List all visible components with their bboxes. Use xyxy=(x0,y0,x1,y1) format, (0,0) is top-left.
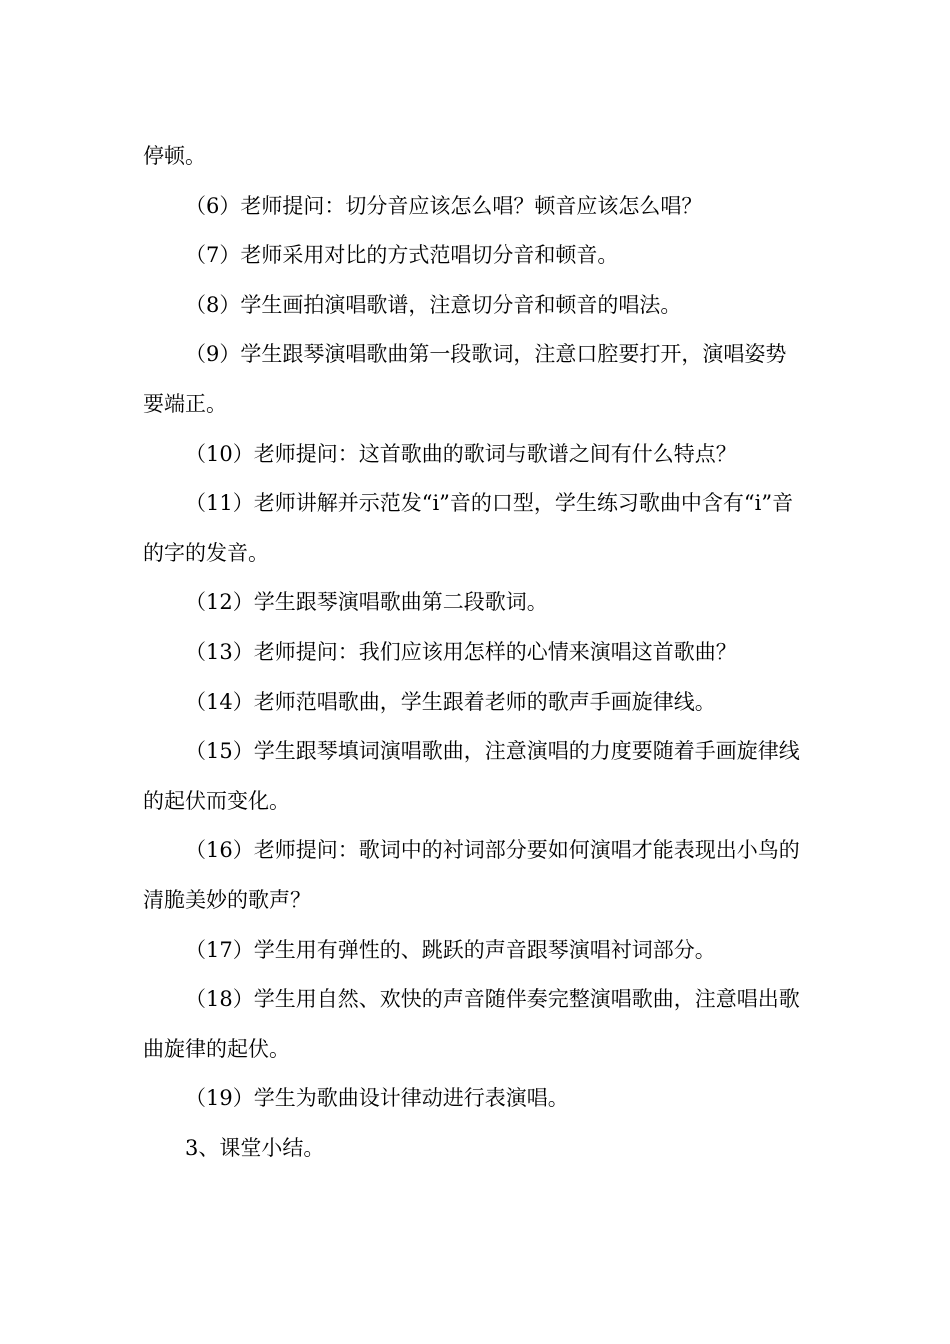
paragraph-section-3: 3、课堂小结。 xyxy=(185,1135,325,1160)
paragraph-step-6: （6）老师提问：切分音应该怎么唱？顿音应该怎么唱？ xyxy=(185,193,703,218)
paragraph-step-11: （11）老师讲解并示范发“i”音的口型，学生练习歌曲中含有“i”音的字的发音。 xyxy=(143,491,794,565)
paragraph-step-17: （17）学生用有弹性的、跳跃的声音跟琴演唱衬词部分。 xyxy=(185,937,716,962)
paragraph-step-19: （19）学生为歌曲设计律动进行表演唱。 xyxy=(185,1086,569,1111)
paragraph-step-15: （15）学生跟琴填词演唱歌曲，注意演唱的力度要随着手画旋律线的起伏而变化。 xyxy=(143,739,800,813)
paragraph-step-13: （13）老师提问：我们应该用怎样的心情来演唱这首歌曲？ xyxy=(185,639,737,664)
paragraph-step-10: （10）老师提问：这首歌曲的歌词与歌谱之间有什么特点？ xyxy=(185,441,737,466)
paragraph-step-12: （12）学生跟琴演唱歌曲第二段歌词。 xyxy=(185,590,548,615)
paragraph-step-7: （7）老师采用对比的方式范唱切分音和顿音。 xyxy=(185,243,619,268)
paragraph-step-18: （18）学生用自然、欢快的声音随伴奏完整演唱歌曲，注意唱出歌曲旋律的起伏。 xyxy=(143,987,800,1061)
paragraph-step-8: （8）学生画拍演唱歌谱，注意切分音和顿音的唱法。 xyxy=(185,292,682,317)
paragraph-step-9: （9）学生跟琴演唱歌曲第一段歌词，注意口腔要打开，演唱姿势要端正。 xyxy=(143,342,787,416)
paragraph-step-14: （14）老师范唱歌曲，学生跟着老师的歌声手画旋律线。 xyxy=(185,689,716,714)
document-body xyxy=(143,132,807,1173)
paragraph-step-16: （16）老师提问：歌词中的衬词部分要如何演唱才能表现出小鸟的清脆美妙的歌声？ xyxy=(143,838,800,912)
paragraph-continuation: 停顿。 xyxy=(143,144,206,168)
